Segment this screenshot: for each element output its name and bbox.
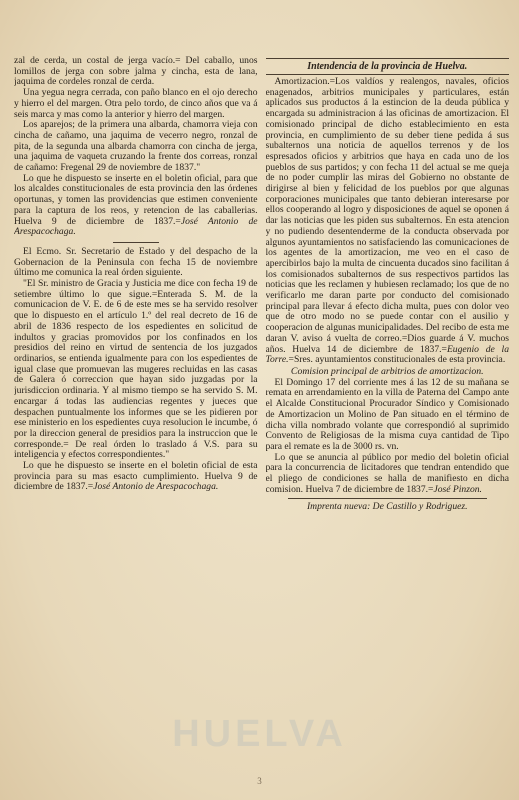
left-paragraph-4-text: Lo que he dispuesto se inserte en el boletin oficial, para que los alcaldes constitucionales de esta provincia den las órdenes oportunas, y tomen las providencias que estimen conveniente para la captura de los reos, y retencion de las caballerias. Huelva 9 de diciembre de 1837.=	[14, 172, 258, 227]
imprint-rule	[288, 498, 488, 499]
library-watermark: HUELVA	[172, 713, 347, 755]
comision-subheading: Comision principal de arbitrios de amortizacion.	[290, 365, 484, 377]
left-paragraph-7	[14, 461, 258, 493]
heading-rule-bottom	[266, 74, 510, 75]
text-columns	[14, 56, 509, 792]
right-paragraph-3	[266, 453, 510, 496]
right-paragraph-3-text: Lo que se anuncia al público por medio del boletin oficial para la concurrencia de licitadores que tendran entendido que el pliego de condiciones se halla de manifiesto en dicha comision. Huelva 7 de diciembre de 1837.=	[265, 451, 509, 495]
left-paragraph-4	[14, 174, 258, 238]
section-divider	[113, 242, 159, 243]
page-number: 3	[257, 776, 262, 786]
left-paragraph-3: Los aparejos; de la primera una albarda, chamorra vieja con cincha de cañamo, una jaquima de vecerro negro, ronzal de pita, de la segunda una albarda chamorra con cincha de jerga, una jaquima de vaqueta cruzando la frente dos correas, ronzal de cañamo: Fregenal 29 de noviembre de 1837."	[14, 119, 258, 174]
right-signature-1: Eugenio de la Torre.	[265, 343, 509, 366]
left-column	[14, 56, 258, 792]
right-paragraph-1-text: Amortizacion.=Los valdíos y realengos, navales, oficios enagenados, arbitrios municipales y particulares, están aplicados sus productos á la estincion de la deuda pública y encargada su administracion á las oficinas de amortizacion. El comisionado principal de dicho establecimiento en esta provincia, en cumplimiento de su deber tiene pedida á sus subalternos una noticia de aquellos terrenos y de los espresados oficios y arbitrios que haya en cada uno de los pueblos de sus partidos; y con fecha 11 del actual se me queja de no poder cumplir las miras del Gobierno no obstante de dirigirse al bien y felicidad de los pueblos por que algunas corporaciones municipales que tanto debieran interesarse por ellos cooperando al logro y disposiciones de aquel se oponen á dar las noticias que les piden sus subalternos. En esta atencion y no pudiendo desentenderme de la conducta observada por algunos ayuntamientos no satisfaciendo las comunicaciones de los agentes de la amortizacion, me veo en el caso de apercibirlos bajo la multa de cincuenta ducados sino facilitan á los comisionados subalternos de sus respectivos partidos las noticias que les reclamen y hubiesen reclamado; los que de no verificarlo me daran parte por conducto del comisionado principal para llevar á efecto dicha multa, pues con dolor veo que de otro modo no se puede contar con el ausilio y cooperacion de algunas municipalidades. Del recibo de esta me daran V. aviso á vuelta de correo.=Dios guarde á V. muchos años. Huelva 14 de diciembre de 1837.=	[265, 76, 509, 355]
right-signature-2: José Pinzon.	[433, 483, 482, 495]
left-paragraph-6: "El Sr. ministro de Gracia y Justicia me dice con fecha 19 de setiembre último lo que sigue.=Enterada S. M. de la comunicacion de V. E. de 6 de este mes se ha servido resolver que lo dispuesto en el artículo 1.º del real decreto de 16 de abril de 1836 respecto de los espedientes en solicitud de indultos y gracias promovidos por los confinados en los presidios del reino en virtud de sentencia de los juzgados ordinarios, se entienda igualmente para con los espedientes de igual clase que promuevan las mugeres recluidas en las casas de Galera ó correccion que hayan sido juzgadas por la jurisdiccion ordinaria. Y al mismo tiempo se ha servido S. M. encargar á todas las audiencias regentes y jueces que despachen puntualmente los informes que se les pidieren por ese ministerio en los espedientes cuya resolucion le incumbe, ó por la direccion general de presidios para la instruccion que le corresponde.= De real órden lo traslado á V.S. para su inteligencia y efectos correspondientes."	[14, 278, 258, 461]
right-paragraph-1	[266, 77, 510, 366]
left-paragraph-7-text: Lo que he dispuesto se inserte en el boletin oficial de esta provincia para su mas esacto cumplimiento. Huelva 9 de diciembre de 1837.=	[14, 460, 258, 493]
left-paragraph-5: El Ecmo. Sr. Secretario de Estado y del despacho de la Gobernacion de la Peninsula con fecha 15 de noviembre último me comunica la real órden siguiente.	[14, 245, 258, 279]
printer-imprint: Imprenta nueva: De Castillo y Rodriguez.	[306, 501, 468, 513]
right-paragraph-2: El Domingo 17 del corriente mes á las 12 de su mañana se remata en arrendamiento en la villa de Paterna del Campo ante el Alcalde Constitucional Procurador Síndico y Comisionado de Amortizacion un Molino de Pan situado en el término de dicha villa nombrado volante que correspondió al suprimido Convento de Religiosas de la misma cuya cantidad de Tipo para el remate es la de 3000 rs. vn.	[265, 376, 509, 452]
right-paragraph-1-tail: =Sres. ayuntamientos constitucionales de esta provincia.	[288, 354, 506, 366]
left-signature-1: José Antonio de Arespacochaga.	[14, 215, 258, 238]
heading-rule-top	[266, 58, 510, 59]
intendencia-heading: Intendencia de la provincia de Huelva.	[307, 61, 468, 72]
right-column	[266, 56, 510, 792]
left-paragraph-2: Una yegua negra cerrada, con paño blanco en el ojo derecho y hierro el del margen. Otra pelo tordo, de cinco años que va á seis marca y mas como la anterior y hierro del margen.	[14, 87, 258, 120]
left-paragraph-1: zal de cerda, un costal de jerga vacío.= Del caballo, unos lomillos de jerga con sobre jalma y cincha, esta de lana, jaquima de cordeles ronzal de cerda.	[14, 56, 258, 88]
left-signature-2: José Antonio de Arespacochaga.	[93, 481, 219, 493]
